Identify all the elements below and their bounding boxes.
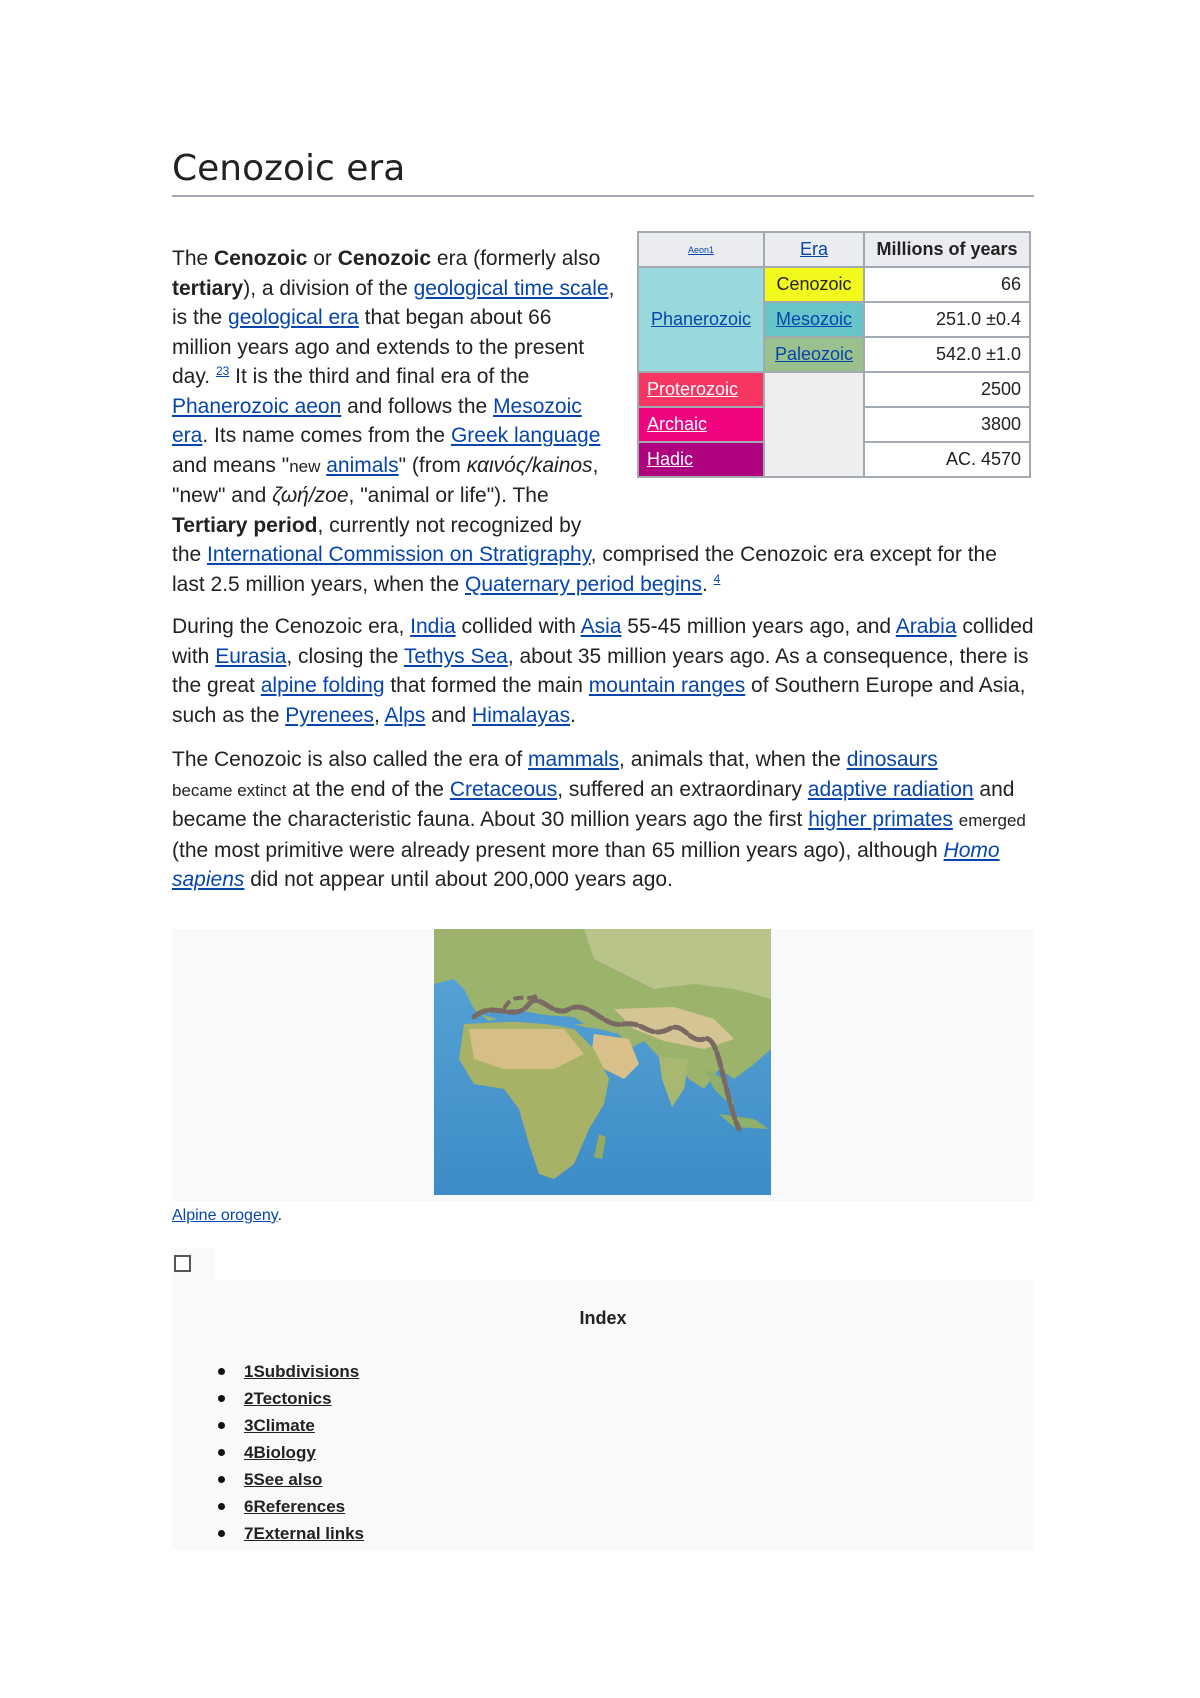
- link-alpine-orogeny[interactable]: Alpine orogeny: [172, 1207, 278, 1224]
- value-mesozoic: 251.0 ±0.4: [864, 302, 1030, 337]
- link-archaic[interactable]: Archaic: [647, 414, 708, 434]
- header-era-link[interactable]: Era: [799, 239, 828, 259]
- value-hadic: AC. 4570: [864, 442, 1030, 477]
- toc-title: Index: [579, 1308, 627, 1328]
- tectonics-paragraph: During the Cenozoic era, India collided with Asia 55-45 million years ago, and Arabia collided with Eurasia, closing the Tethys Sea, about 35 million years ago. As a consequence, there is the great alpine folding that formed the main mountain ranges of Southern Europe and Asia, such as the Pyrenees, Alps and Himalayas.: [172, 615, 1034, 727]
- toc-item: [212, 1439, 364, 1466]
- toc-item: [212, 1412, 364, 1439]
- geologic-time-table: [637, 231, 1031, 478]
- value-cenozoic: 66: [864, 267, 1030, 302]
- toc-link-biology[interactable]: 4Biology: [244, 1443, 316, 1462]
- toc-link-climate[interactable]: 3Climate: [244, 1416, 315, 1435]
- toc-item: [212, 1466, 364, 1493]
- reference-4[interactable]: 4: [713, 571, 721, 586]
- link-asia[interactable]: Asia: [580, 615, 622, 638]
- link-ics[interactable]: International Commission on Stratigraphy: [207, 543, 591, 566]
- cell-cenozoic: Cenozoic: [764, 267, 864, 302]
- toc-item: [212, 1358, 364, 1385]
- toc-link-references[interactable]: 6References: [244, 1497, 346, 1516]
- link-mesozoic[interactable]: Mesozoic: [775, 309, 853, 329]
- link-india[interactable]: India: [410, 615, 456, 638]
- link-mountain-ranges[interactable]: mountain ranges: [588, 674, 746, 697]
- toc-link-subdivisions[interactable]: 1Subdivisions: [244, 1362, 360, 1381]
- link-mesozoic-era[interactable]: Mesozoic era: [172, 394, 582, 447]
- link-cretaceous[interactable]: Cretaceous: [449, 777, 558, 801]
- link-animals[interactable]: animals: [326, 453, 399, 477]
- value-proterozoic: 2500: [864, 372, 1030, 407]
- header-millions-of-years: Millions of years: [864, 232, 1030, 267]
- mammals-paragraph: The Cenozoic is also called the era of mammals, animals that, when the dinosaurs became extinct at the end of the Cretaceous, suffered an extraordinary adaptive radiation and became the characteristic fauna. About 30 million years ago the first higher primates emerged (the most primitive were already present more than 65 million years ago), although Homo sapiens did not appear until about 200,000 years ago.: [172, 748, 1026, 891]
- link-dinosaurs[interactable]: dinosaurs: [846, 748, 938, 771]
- link-homo-sapiens[interactable]: Homo sapiens: [172, 838, 1000, 891]
- link-geological-era[interactable]: geological era: [228, 306, 359, 329]
- link-tethys-sea[interactable]: Tethys Sea: [403, 644, 508, 668]
- link-phanerozoic-aeon[interactable]: Phanerozoic aeon: [172, 394, 342, 418]
- toc-item: [212, 1520, 364, 1547]
- reference-23[interactable]: 23: [215, 364, 230, 378]
- toc-link-tectonics[interactable]: 2Tectonics: [244, 1389, 332, 1408]
- toc-item: [212, 1493, 364, 1520]
- link-geological-time-scale[interactable]: geological time scale: [413, 276, 609, 300]
- toc-toggle-checkbox[interactable]: [172, 1248, 214, 1280]
- value-archaic: 3800: [864, 407, 1030, 442]
- link-eurasia[interactable]: Eurasia: [215, 644, 287, 668]
- link-mammals[interactable]: mammals: [528, 748, 620, 771]
- link-pyrenees[interactable]: Pyrenees: [285, 703, 374, 727]
- toc-link-see-also[interactable]: 5See also: [244, 1470, 323, 1489]
- link-arabia[interactable]: Arabia: [895, 615, 957, 638]
- link-quaternary-period[interactable]: Quaternary period begins: [464, 572, 702, 596]
- link-himalayas[interactable]: Himalayas: [472, 703, 571, 727]
- link-higher-primates[interactable]: higher primates: [808, 808, 953, 831]
- toc-item: [212, 1385, 364, 1412]
- figure-caption: Alpine orogeny.: [172, 1207, 283, 1224]
- link-adaptive-radiation[interactable]: adaptive radiation: [807, 777, 974, 801]
- value-paleozoic: 542.0 ±1.0: [864, 337, 1030, 372]
- table-of-contents: [212, 1358, 364, 1547]
- link-hadic[interactable]: Hadic: [647, 449, 694, 469]
- link-alps[interactable]: Alps: [384, 703, 426, 727]
- link-phanerozoic[interactable]: Phanerozoic: [650, 309, 752, 329]
- link-greek-language[interactable]: Greek language: [450, 424, 601, 447]
- alpine-orogeny-map: [434, 929, 771, 1195]
- intro-paragraph: The Cenozoic or Cenozoic era (formerly also tertiary), a division of the geological time scale, is the geological era that began about 66 million years ago and extends to the present day. $^{23}$ It is the third and final era of the Phanerozoic aeon and follows the Mesozoic era. Its name comes from the Greek language and means "new animals" (from καινός/kainos, "new" and ζωή/zoe, "animal or life"). The Tertiary period, currently not recognized by the International Commission on Stratigraphy, comprised the Cenozoic era except for the last 2.5 million years, when the Quaternary period begins. $^4$: [172, 247, 997, 596]
- toc-link-external-links[interactable]: 7External links: [244, 1524, 365, 1543]
- link-paleozoic[interactable]: Paleozoic: [774, 344, 854, 364]
- link-alpine-folding[interactable]: alpine folding: [260, 674, 385, 697]
- header-aeon-link[interactable]: Aeon1: [687, 244, 715, 255]
- title-divider: [172, 195, 1034, 197]
- page-title: Cenozoic era: [172, 148, 406, 189]
- link-proterozoic[interactable]: Proterozoic: [647, 379, 739, 399]
